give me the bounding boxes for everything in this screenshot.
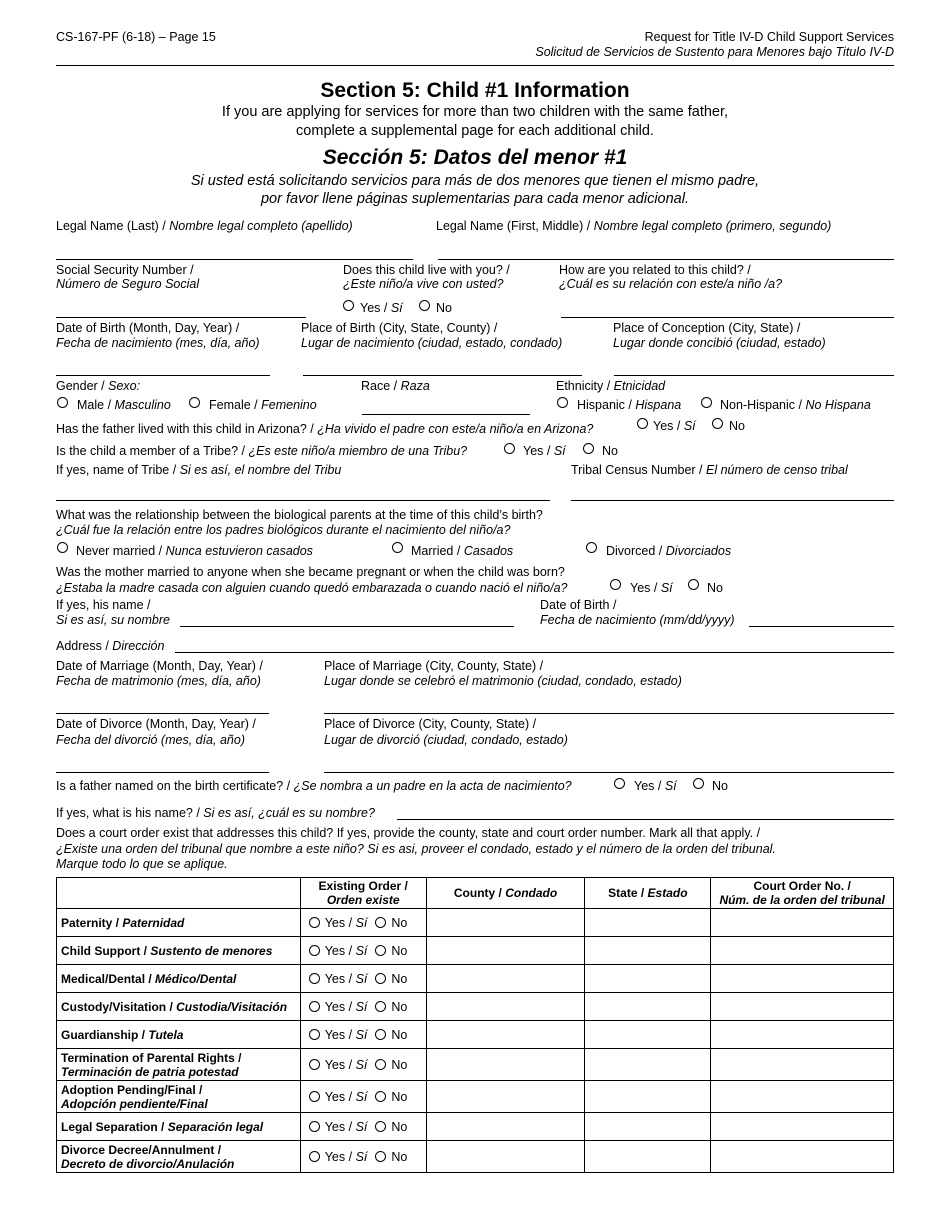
state-cell[interactable] (585, 1049, 711, 1081)
header-county: County / Condado (426, 878, 585, 909)
court-order-no-cell[interactable] (711, 993, 894, 1021)
existing-order-cell (300, 965, 426, 993)
birth-cert-no-radio[interactable] (693, 778, 704, 789)
birth-cert-yes-label: Yes / Sí (634, 779, 677, 793)
existing-order-no-radio[interactable] (375, 1091, 386, 1102)
tribe-no-radio[interactable] (583, 443, 594, 454)
father-lived-yes-radio[interactable] (637, 418, 648, 429)
table-row (57, 1141, 894, 1173)
order-type-label: Divorce Decree/Annulment / Decreto de divorcio/Anulación (57, 1141, 301, 1173)
court-order-no-cell[interactable] (711, 1113, 894, 1141)
live-with-no-radio[interactable] (419, 300, 430, 311)
dom-label-es: Fecha de matrimonio (mes, día, año) (56, 674, 261, 688)
table-row (57, 1049, 894, 1081)
existing-order-yes-radio[interactable] (309, 1091, 320, 1102)
birth-cert-no-label: No (712, 779, 728, 793)
county-cell[interactable] (426, 1141, 585, 1173)
header-state: State / Estado (585, 878, 711, 909)
gender-female-radio[interactable] (189, 397, 200, 408)
related-label-es: ¿Cuál es su relación con este/a niño /a? (559, 277, 783, 291)
existing-order-no-radio[interactable] (375, 917, 386, 928)
state-cell[interactable] (585, 1021, 711, 1049)
yes-label: Yes / Sí (324, 971, 368, 986)
table-header-row (57, 878, 894, 909)
section-intro-es-2: por favor llene páginas suplementarias para cada menor adicional. (260, 191, 689, 207)
birth-cert-yes-radio[interactable] (614, 778, 625, 789)
order-type-label: Termination of Parental Rights / Terminación de patria potestad (57, 1049, 301, 1081)
existing-order-no-radio[interactable] (375, 1001, 386, 1012)
county-cell[interactable] (426, 993, 585, 1021)
never-married-radio[interactable] (57, 542, 68, 553)
yes-label: Yes / Sí (324, 915, 368, 930)
gender-male-label: Male / Masculino (77, 398, 171, 412)
bc-name-label: If yes, what is his name? / Si es así, ¿cuál es su nombre? (56, 806, 375, 820)
mother-married-label-es: ¿Estaba la madre casada con alguien cuando quedó embarazada o cuando nació el niño/a? (56, 581, 568, 595)
no-label: No (391, 943, 408, 958)
yes-label: Yes / Sí (324, 1149, 368, 1164)
never-married-label: Never married / Nunca estuvieron casados (76, 544, 313, 558)
father-lived-no-radio[interactable] (712, 418, 723, 429)
tribe-yes-radio[interactable] (504, 443, 515, 454)
header-order-type (57, 878, 301, 909)
county-cell[interactable] (426, 1113, 585, 1141)
pob-label-es: Lugar de nacimiento (ciudad, estado, condado) (301, 336, 563, 350)
no-label: No (391, 1119, 408, 1134)
court-order-table (56, 877, 894, 1173)
existing-order-yes-radio[interactable] (309, 973, 320, 984)
married-radio[interactable] (392, 542, 403, 553)
header-existing-order: Existing Order / Orden existe (300, 878, 426, 909)
address-label: Address / Dirección (56, 639, 165, 653)
dob-label-en: Date of Birth (Month, Day, Year) / (56, 321, 240, 335)
existing-order-no-radio[interactable] (375, 1029, 386, 1040)
order-type-label: Child Support / Sustento de menores (57, 937, 301, 965)
ethnicity-nonhispanic-radio[interactable] (701, 397, 712, 408)
header-rule (56, 65, 894, 66)
race-label: Race / Raza (361, 379, 430, 393)
header-court-order-no: Court Order No. / Núm. de la orden del tribunal (711, 878, 894, 909)
section-intro-en-1: If you are applying for services for more than two children with the same father, (221, 104, 729, 120)
live-with-yes-label: Yes / Sí (360, 301, 403, 315)
existing-order-no-radio[interactable] (375, 1151, 386, 1162)
pod-label-es: Lugar de divorció (ciudad, condado, estado) (324, 733, 568, 747)
state-cell[interactable] (585, 937, 711, 965)
yes-label: Yes / Sí (324, 1089, 368, 1104)
section-intro-es-1: Si usted está solicitando servicios para más de dos menores que tienen el mismo padre, (190, 173, 760, 189)
his-dob-field[interactable] (749, 626, 894, 627)
table-row (57, 965, 894, 993)
legal-first-field[interactable] (438, 259, 894, 260)
court-order-no-cell[interactable] (711, 1049, 894, 1081)
father-lived-yes-label: Yes / Sí (653, 419, 696, 433)
form-title-es: Solicitud de Servicios de Sustento para Menores bajo Titulo IV-D (535, 45, 894, 59)
ethnicity-hispanic-label: Hispanic / Hispana (577, 398, 682, 412)
pob-label-en: Place of Birth (City, State, County) / (301, 321, 498, 335)
no-label: No (391, 1057, 408, 1072)
existing-order-yes-radio[interactable] (309, 1001, 320, 1012)
existing-order-cell (300, 993, 426, 1021)
existing-order-yes-radio[interactable] (309, 1059, 320, 1070)
tribe-yes-label: Yes / Sí (523, 444, 566, 458)
existing-order-cell (300, 937, 426, 965)
yes-label: Yes / Sí (324, 999, 368, 1014)
gender-label: Gender / Sexo: (56, 379, 141, 393)
court-order-no-cell[interactable] (711, 1021, 894, 1049)
ssn-label-es: Número de Seguro Social (56, 277, 200, 291)
his-name-field[interactable] (180, 626, 514, 627)
court-order-label-es-1: ¿Existe una orden del tribunal que nombre a este niño? Si es asi, proveer el condado, estado y el número de la orden del tribunal. (56, 842, 776, 856)
poc-field[interactable] (614, 375, 894, 376)
table-row (57, 1081, 894, 1113)
live-with-yes-radio[interactable] (343, 300, 354, 311)
state-cell[interactable] (585, 1081, 711, 1113)
existing-order-no-radio[interactable] (375, 945, 386, 956)
ssn-field[interactable] (56, 317, 306, 318)
ethnicity-nonhispanic-label: Non-Hispanic / No Hispana (720, 398, 871, 412)
yes-label: Yes / Sí (324, 1119, 368, 1134)
court-order-label-es-2: Marque todo lo que se aplique. (56, 857, 228, 871)
county-cell[interactable] (426, 1021, 585, 1049)
dod-label-en: Date of Divorce (Month, Day, Year) / (56, 717, 256, 731)
his-dob-label-es: Fecha de nacimiento (mm/dd/yyyy) (540, 613, 735, 627)
county-cell[interactable] (426, 1049, 585, 1081)
existing-order-cell (300, 909, 426, 937)
court-order-label-en: Does a court order exist that addresses this child? If yes, provide the county, state and court order number. Mark all that apply. / (56, 826, 761, 840)
tribal-census-field[interactable] (571, 500, 894, 501)
tribe-no-label: No (602, 444, 618, 458)
father-lived-no-label: No (729, 419, 745, 433)
mother-married-no-radio[interactable] (688, 579, 699, 590)
existing-order-cell (300, 1049, 426, 1081)
order-type-label: Adoption Pending/Final / Adopción pendiente/Final (57, 1081, 301, 1113)
existing-order-yes-radio[interactable] (309, 1121, 320, 1132)
court-order-no-cell[interactable] (711, 965, 894, 993)
legal-last-label: Legal Name (Last) / Nombre legal completo (apellido) (56, 219, 353, 233)
state-cell[interactable] (585, 1141, 711, 1173)
court-order-no-cell[interactable] (711, 937, 894, 965)
pom-label-es: Lugar donde se celebró el matrimonio (ciudad, condado, estado) (324, 674, 682, 688)
ethnicity-label: Ethnicity / Etnicidad (556, 379, 666, 393)
pod-field[interactable] (324, 772, 894, 773)
his-name-label-es: Si es así, su nombre (56, 613, 170, 627)
divorced-radio[interactable] (586, 542, 597, 553)
address-field[interactable] (175, 652, 894, 653)
live-with-no-label: No (436, 301, 452, 315)
relationship-label-en: What was the relationship between the biological parents at the time of this child’s birth? (56, 508, 543, 522)
table-row (57, 1021, 894, 1049)
existing-order-yes-radio[interactable] (309, 1029, 320, 1040)
gender-female-label: Female / Femenino (209, 398, 317, 412)
existing-order-no-radio[interactable] (375, 1059, 386, 1070)
existing-order-cell (300, 1141, 426, 1173)
tribe-name-label: If yes, name of Tribe / Si es así, el nombre del Tribu (56, 463, 342, 477)
no-label: No (391, 1149, 408, 1164)
section-title-en: Section 5: Child #1 Information (320, 79, 630, 102)
legal-last-field[interactable] (56, 259, 413, 260)
existing-order-yes-radio[interactable] (309, 1151, 320, 1162)
state-cell[interactable] (585, 909, 711, 937)
state-cell[interactable] (585, 993, 711, 1021)
tribe-name-field[interactable] (56, 500, 550, 501)
existing-order-cell (300, 1021, 426, 1049)
table-row (57, 1113, 894, 1141)
yes-label: Yes / Sí (324, 943, 368, 958)
no-label: No (391, 1089, 408, 1104)
no-label: No (391, 999, 408, 1014)
poc-label-en: Place of Conception (City, State) / (613, 321, 801, 335)
no-label: No (391, 915, 408, 930)
pod-label-en: Place of Divorce (City, County, State) / (324, 717, 537, 731)
no-label: No (391, 1027, 408, 1042)
order-type-label: Legal Separation / Separación legal (57, 1113, 301, 1141)
yes-label: Yes / Sí (324, 1027, 368, 1042)
pom-label-en: Place of Marriage (City, County, State) / (324, 659, 544, 673)
dob-label-es: Fecha de nacimiento (mes, día, año) (56, 336, 260, 350)
live-with-label-en: Does this child live with you? / (343, 263, 510, 277)
order-type-label: Custody/Visitation / Custodia/Visitación (57, 993, 301, 1021)
related-label-en: How are you related to this child? / (559, 263, 751, 277)
relationship-label-es: ¿Cuál fue la relación entre los padres biológicos durante el nacimiento del niño/a? (56, 523, 511, 537)
mother-married-label-en: Was the mother married to anyone when she became pregnant or when the child was born? (56, 565, 565, 579)
race-field[interactable] (362, 414, 530, 415)
existing-order-no-radio[interactable] (375, 1121, 386, 1132)
tribal-census-label: Tribal Census Number / El número de censo tribal (571, 463, 848, 477)
dom-label-en: Date of Marriage (Month, Day, Year) / (56, 659, 263, 673)
existing-order-yes-radio[interactable] (309, 945, 320, 956)
mother-married-no-label: No (707, 581, 723, 595)
legal-first-label: Legal Name (First, Middle) / Nombre legal completo (primero, segundo) (436, 219, 832, 233)
form-title-en: Request for Title IV-D Child Support Services (644, 30, 894, 44)
divorced-label: Divorced / Divorciados (606, 544, 732, 558)
bc-name-field[interactable] (397, 819, 894, 820)
no-label: No (391, 971, 408, 986)
his-name-label-en: If yes, his name / (56, 598, 151, 612)
county-cell[interactable] (426, 965, 585, 993)
court-order-no-cell[interactable] (711, 909, 894, 937)
existing-order-yes-radio[interactable] (309, 917, 320, 928)
form-id: CS-167-PF (6-18) – Page 15 (56, 30, 216, 44)
mother-married-yes-radio[interactable] (610, 579, 621, 590)
state-cell[interactable] (585, 1113, 711, 1141)
pob-field[interactable] (303, 375, 582, 376)
order-type-label: Guardianship / Tutela (57, 1021, 301, 1049)
county-cell[interactable] (426, 937, 585, 965)
court-order-no-cell[interactable] (711, 1141, 894, 1173)
dod-field[interactable] (56, 772, 269, 773)
dob-field[interactable] (56, 375, 270, 376)
ethnicity-hispanic-radio[interactable] (557, 397, 568, 408)
existing-order-cell (300, 1081, 426, 1113)
section-title-es: Sección 5: Datos del menor #1 (322, 146, 628, 169)
gender-male-radio[interactable] (57, 397, 68, 408)
state-cell[interactable] (585, 965, 711, 993)
mother-married-yes-label: Yes / Sí (630, 581, 673, 595)
yes-label: Yes / Sí (324, 1057, 368, 1072)
ssn-label-en: Social Security Number / (56, 263, 194, 277)
existing-order-cell (300, 1113, 426, 1141)
pom-field[interactable] (324, 713, 894, 714)
birth-cert-label: Is a father named on the birth certificate? / ¿Se nombra a un padre en la acta de nacimiento? (56, 779, 572, 793)
table-row (57, 993, 894, 1021)
county-cell[interactable] (426, 909, 585, 937)
poc-label-es: Lugar donde concibió (ciudad, estado) (613, 336, 826, 350)
order-type-label: Medical/Dental / Médico/Dental (57, 965, 301, 993)
his-dob-label-en: Date of Birth / (540, 598, 617, 612)
married-label: Married / Casados (411, 544, 514, 558)
order-type-label: Paternity / Paternidad (57, 909, 301, 937)
dom-field[interactable] (56, 713, 269, 714)
court-order-no-cell[interactable] (711, 1081, 894, 1113)
related-field[interactable] (561, 317, 894, 318)
table-row (57, 937, 894, 965)
tribe-label: Is the child a member of a Tribe? / ¿Es este niño/a miembro de una Tribu? (56, 444, 468, 458)
county-cell[interactable] (426, 1081, 585, 1113)
existing-order-no-radio[interactable] (375, 973, 386, 984)
table-row (57, 909, 894, 937)
section-intro-en-2: complete a supplemental page for each additional child. (296, 123, 654, 139)
live-with-label-es: ¿Este niño/a vive con usted? (343, 277, 504, 291)
father-lived-label: Has the father lived with this child in Arizona? / ¿Ha vivido el padre con este/a niño/a en Arizona? (56, 422, 594, 436)
dod-label-es: Fecha del divorció (mes, día, año) (56, 733, 245, 747)
